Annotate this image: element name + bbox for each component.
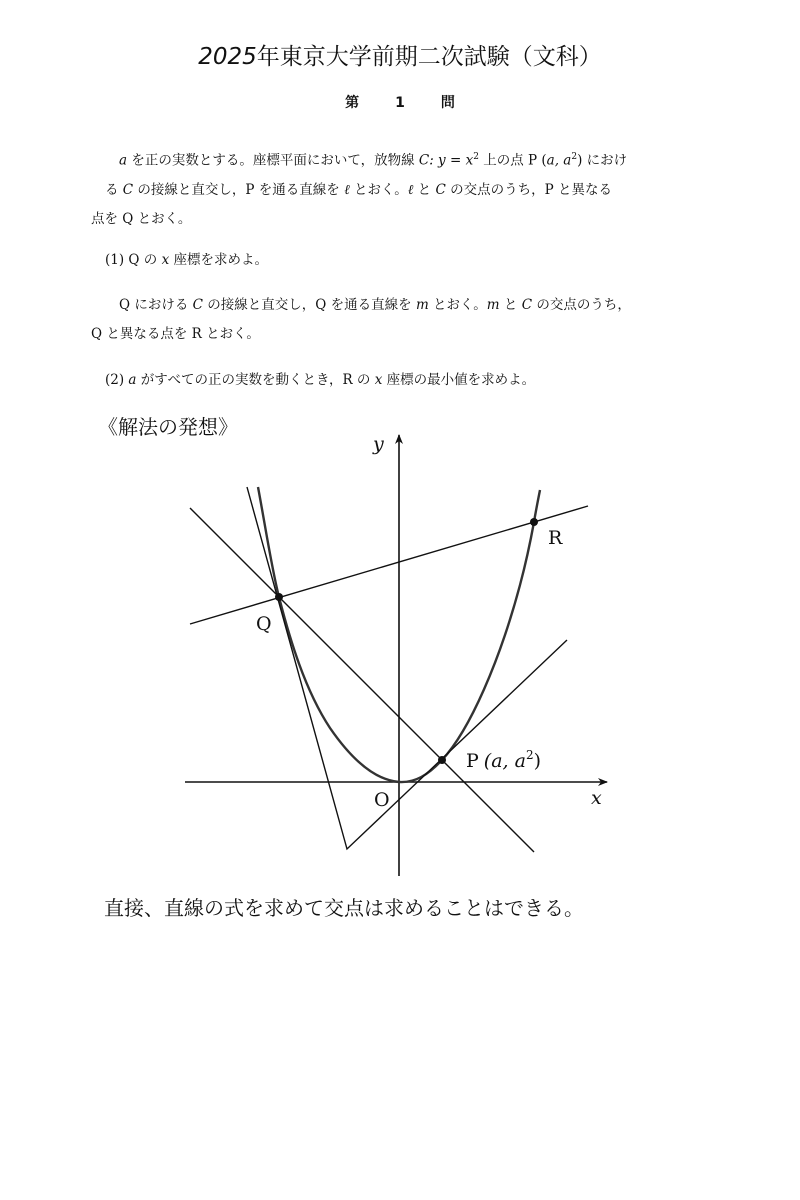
- var-a-2: a: [128, 372, 137, 388]
- point-p-close-paren: ): [533, 750, 542, 772]
- intro-line2-d: と: [413, 181, 436, 198]
- mid-text-1: Q における: [119, 297, 193, 313]
- point-p-coords-label: (a, a: [483, 750, 526, 772]
- title-year: 2025: [198, 44, 257, 70]
- var-ell: ℓ: [344, 181, 350, 198]
- intro-line3: 点を Q とおく。: [91, 210, 192, 227]
- var-C-3: C: [192, 297, 203, 313]
- q2-text-3: 座標の最小値を求めよ。: [382, 372, 536, 388]
- intro-line2-e: の交点のうち，P と異なる: [445, 181, 612, 198]
- curve-equation: C: y = x: [418, 152, 474, 169]
- line-l: [190, 508, 534, 852]
- point-r-label: R: [548, 527, 563, 549]
- var-m: m: [415, 297, 429, 313]
- mid-text-3: とおく。: [428, 297, 487, 313]
- q2-text-2: がすべての正の実数を動くとき，R の: [136, 372, 375, 388]
- var-C-2: C: [435, 181, 446, 198]
- mid-text-4: と: [499, 297, 522, 313]
- point-p-dot: [438, 756, 446, 764]
- point-p-letter: P: [466, 750, 479, 772]
- mid-text-2: の接線と直交し，Q を通る直線を: [203, 297, 416, 313]
- q1-text-1: (1) Q の: [105, 252, 162, 268]
- tangent-lines: [247, 487, 567, 849]
- intro-text-2: 上の点 P (: [478, 152, 547, 169]
- var-C-4: C: [521, 297, 533, 313]
- var-m-2: m: [486, 297, 500, 313]
- problem-label-mon: 問: [440, 95, 455, 111]
- var-ell-2: ℓ: [407, 181, 414, 198]
- var-a: a: [119, 152, 128, 169]
- q2-text-1: (2): [105, 372, 129, 388]
- intro-line2-a: る: [105, 181, 123, 198]
- point-q-dot: [275, 593, 283, 601]
- problem-label-number: 1: [395, 95, 405, 111]
- intro-line2-c: とおく。: [349, 181, 408, 198]
- var-x-2: x: [374, 372, 383, 388]
- intro-text-1: を正の実数とする。座標平面において，放物線: [131, 152, 419, 169]
- idea-heading: 《解法の発想》: [98, 415, 238, 439]
- problem-label-dai: 第: [345, 95, 360, 111]
- point-q-label: Q: [256, 613, 272, 635]
- x-axis-label: x: [591, 787, 602, 809]
- intro-text-3: ) におけ: [577, 152, 628, 169]
- point-p-label: [466, 748, 541, 772]
- var-x: x: [161, 252, 170, 268]
- superscript-2: 2: [473, 152, 479, 162]
- point-r-dot: [530, 518, 538, 526]
- y-axis-label: y: [373, 433, 384, 455]
- var-C: C: [122, 181, 134, 198]
- title-text: 年東京大学前期二次試験（文科）: [256, 44, 602, 70]
- mid-text-5: の交点のうち，: [532, 297, 631, 313]
- point-p-coords: a, a: [546, 152, 572, 169]
- line-m: [190, 506, 588, 624]
- origin-label: O: [374, 789, 390, 811]
- conclusion-text: 直接、直線の式を求めて交点は求めることはできる。: [104, 896, 584, 920]
- superscript-2b: 2: [571, 152, 578, 162]
- q1-text-2: 座標を求めよ。: [169, 252, 268, 268]
- point-p-superscript: 2: [525, 748, 534, 762]
- mid-line2: Q と異なる点を R とおく。: [91, 326, 260, 342]
- intro-line2-b: の接線と直交し，P を通る直線を: [133, 181, 345, 198]
